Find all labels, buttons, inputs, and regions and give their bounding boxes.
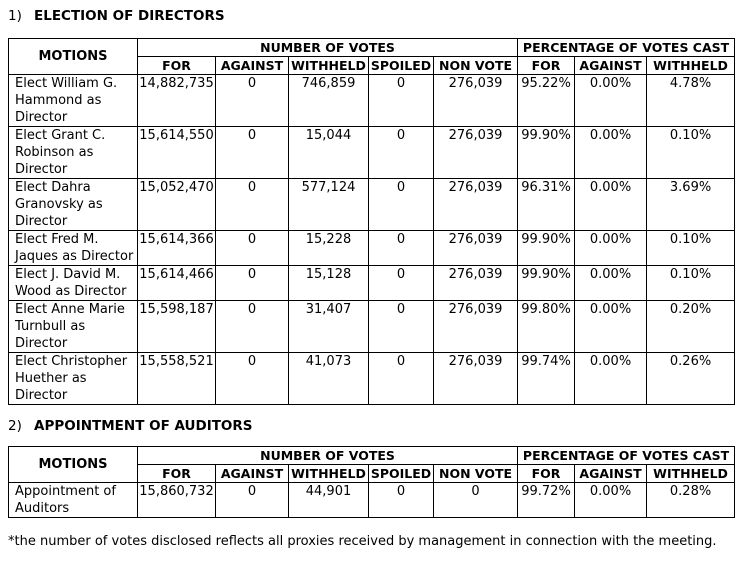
column-header-spoiled: SPOILED [369, 465, 434, 483]
value-cell: 3.69% [647, 179, 735, 231]
value-cell: 0 [369, 231, 434, 266]
value-cell: 0.00% [575, 483, 647, 518]
value-cell: 99.90% [518, 266, 575, 301]
column-header-for: FOR [138, 465, 216, 483]
table-header [9, 447, 735, 483]
value-cell: 276,039 [434, 353, 518, 405]
motion-cell: Elect Grant C. Robinson as Director [9, 127, 138, 179]
number-of-votes-group-header: NUMBER OF VOTES [138, 39, 518, 57]
value-cell: 0 [216, 127, 289, 179]
motion-cell: Elect William G. Hammond as Director [9, 75, 138, 127]
column-header-pct-withheld: WITHHELD [647, 57, 735, 75]
value-cell: 15,128 [289, 266, 369, 301]
column-header-for: FOR [138, 57, 216, 75]
value-cell: 99.80% [518, 301, 575, 353]
value-cell: 746,859 [289, 75, 369, 127]
value-cell: 15,558,521 [138, 353, 216, 405]
value-cell: 15,598,187 [138, 301, 216, 353]
value-cell: 15,614,550 [138, 127, 216, 179]
value-cell: 0.00% [575, 127, 647, 179]
value-cell: 31,407 [289, 301, 369, 353]
value-cell: 0 [216, 353, 289, 405]
value-cell: 276,039 [434, 75, 518, 127]
column-header-against: AGAINST [216, 465, 289, 483]
value-cell: 276,039 [434, 127, 518, 179]
column-header-pct-withheld: WITHHELD [647, 465, 735, 483]
column-header-withheld: WITHHELD [289, 465, 369, 483]
value-cell: 0.00% [575, 353, 647, 405]
section-title: ELECTION OF DIRECTORS [34, 8, 225, 24]
value-cell: 0.00% [575, 75, 647, 127]
value-cell: 0.00% [575, 231, 647, 266]
table-row [9, 301, 735, 353]
value-cell: 276,039 [434, 179, 518, 231]
motions-column-header: MOTIONS [9, 447, 138, 483]
value-cell: 44,901 [289, 483, 369, 518]
motion-cell: Elect Fred M. Jaques as Director [9, 231, 138, 266]
table-row [9, 231, 735, 266]
table-body [9, 483, 735, 518]
value-cell: 0 [216, 75, 289, 127]
section-heading-auditors [8, 419, 728, 434]
value-cell: 15,860,732 [138, 483, 216, 518]
value-cell: 0 [369, 127, 434, 179]
value-cell: 0 [216, 231, 289, 266]
value-cell: 99.72% [518, 483, 575, 518]
value-cell: 15,052,470 [138, 179, 216, 231]
column-header-spoiled: SPOILED [369, 57, 434, 75]
section-title: APPOINTMENT OF AUDITORS [34, 418, 253, 434]
percentage-of-votes-group-header: PERCENTAGE OF VOTES CAST [518, 39, 735, 57]
value-cell: 0 [434, 483, 518, 518]
table-row [9, 483, 735, 518]
footnote: *the number of votes disclosed reflects all proxies received by management in connection with the meeting. [8, 534, 717, 549]
motions-column-header: MOTIONS [9, 39, 138, 75]
column-header-pct-against: AGAINST [575, 57, 647, 75]
value-cell: 15,228 [289, 231, 369, 266]
value-cell: 15,614,366 [138, 231, 216, 266]
value-cell: 0 [369, 353, 434, 405]
value-cell: 0 [369, 301, 434, 353]
section-number: 1) [8, 8, 22, 24]
value-cell: 0 [369, 179, 434, 231]
table-row [9, 127, 735, 179]
value-cell: 276,039 [434, 266, 518, 301]
column-header-pct-against: AGAINST [575, 465, 647, 483]
value-cell: 0 [369, 483, 434, 518]
motion-cell: Elect Christopher Huether as Director [9, 353, 138, 405]
column-header-non-vote: NON VOTE [434, 57, 518, 75]
value-cell: 0 [369, 75, 434, 127]
column-header-non-vote: NON VOTE [434, 465, 518, 483]
value-cell: 95.22% [518, 75, 575, 127]
value-cell: 15,044 [289, 127, 369, 179]
section-number: 2) [8, 418, 22, 434]
value-cell: 0.00% [575, 301, 647, 353]
column-header-against: AGAINST [216, 57, 289, 75]
value-cell: 0 [216, 483, 289, 518]
table-body [9, 75, 735, 405]
value-cell: 0.28% [647, 483, 735, 518]
column-header-withheld: WITHHELD [289, 57, 369, 75]
election-results-table [8, 38, 735, 405]
value-cell: 99.74% [518, 353, 575, 405]
motion-cell: Appointment of Auditors [9, 483, 138, 518]
value-cell: 41,073 [289, 353, 369, 405]
value-cell: 0.00% [575, 266, 647, 301]
table-header [9, 39, 735, 75]
value-cell: 15,614,466 [138, 266, 216, 301]
value-cell: 0 [216, 266, 289, 301]
table-row [9, 353, 735, 405]
value-cell: 96.31% [518, 179, 575, 231]
section-heading-election [8, 9, 728, 24]
column-header-pct-for: FOR [518, 57, 575, 75]
number-of-votes-group-header: NUMBER OF VOTES [138, 447, 518, 465]
auditors-results-table [8, 446, 735, 518]
value-cell: 0 [216, 179, 289, 231]
value-cell: 0.26% [647, 353, 735, 405]
value-cell: 0.00% [575, 179, 647, 231]
value-cell: 276,039 [434, 301, 518, 353]
value-cell: 0.10% [647, 266, 735, 301]
percentage-of-votes-group-header: PERCENTAGE OF VOTES CAST [518, 447, 735, 465]
value-cell: 99.90% [518, 231, 575, 266]
value-cell: 4.78% [647, 75, 735, 127]
value-cell: 14,882,735 [138, 75, 216, 127]
value-cell: 0.10% [647, 127, 735, 179]
table-row [9, 75, 735, 127]
value-cell: 0 [369, 266, 434, 301]
motion-cell: Elect Dahra Granovsky as Director [9, 179, 138, 231]
value-cell: 577,124 [289, 179, 369, 231]
value-cell: 0.10% [647, 231, 735, 266]
table-row [9, 179, 735, 231]
value-cell: 0 [216, 301, 289, 353]
motion-cell: Elect J. David M. Wood as Director [9, 266, 138, 301]
value-cell: 99.90% [518, 127, 575, 179]
value-cell: 276,039 [434, 231, 518, 266]
column-header-pct-for: FOR [518, 465, 575, 483]
value-cell: 0.20% [647, 301, 735, 353]
table-row [9, 266, 735, 301]
motion-cell: Elect Anne Marie Turnbull as Director [9, 301, 138, 353]
